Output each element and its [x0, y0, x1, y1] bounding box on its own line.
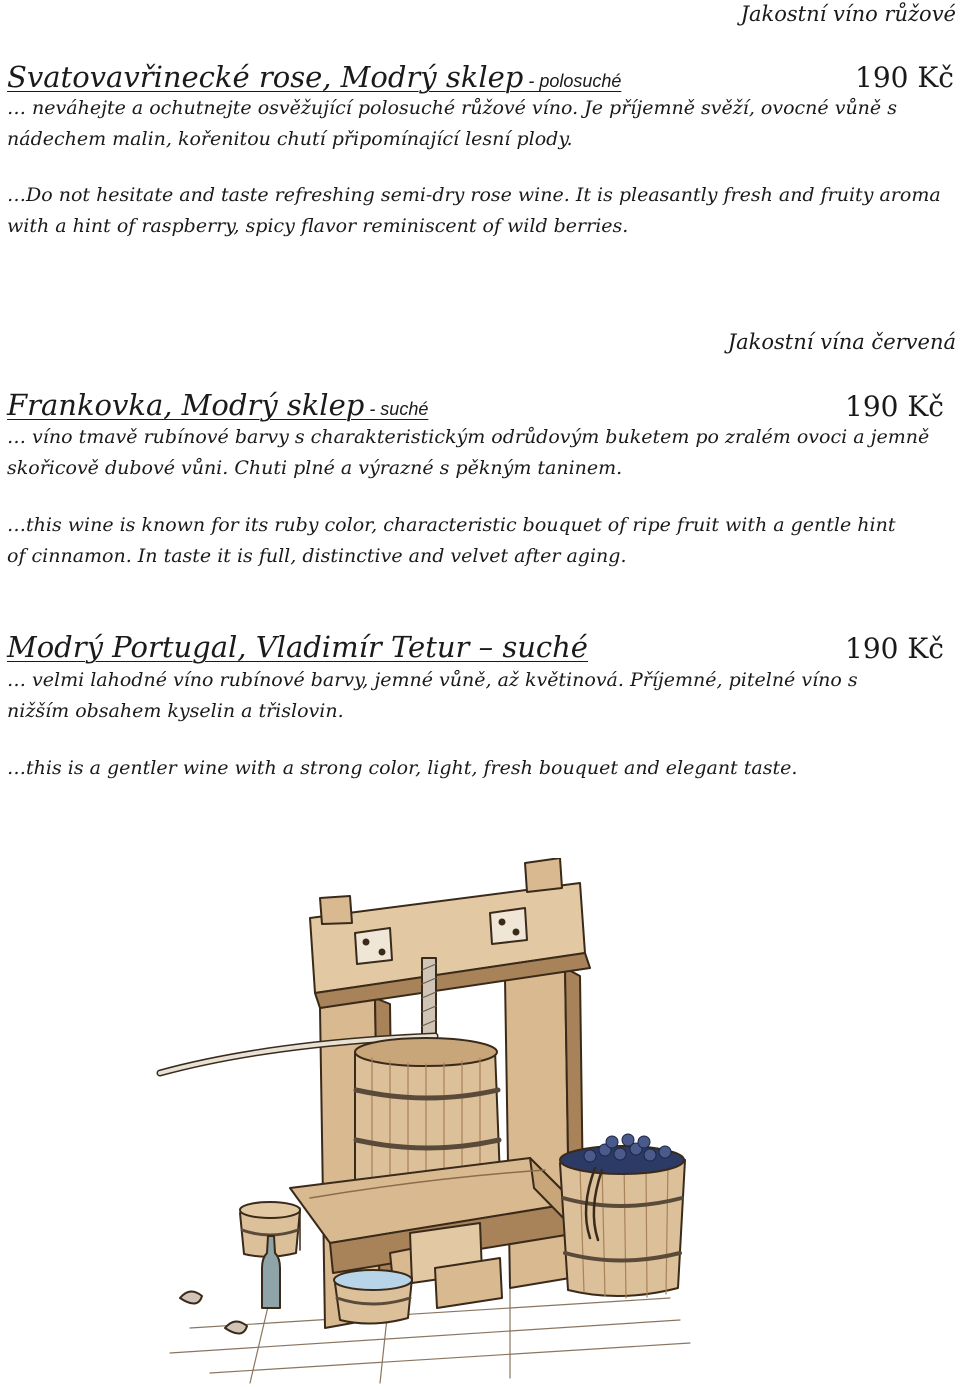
wine-press-illustration	[150, 858, 710, 1386]
wine-description-en: …this is a gentler wine with a strong color, light, fresh bouquet and elegant taste.	[7, 757, 798, 779]
wine-name: Svatovavřinecké rose, Modrý sklep	[7, 60, 524, 94]
wine-price: 190 Kč	[855, 61, 954, 94]
wine-description-cz: … neváhejte a ochutnejte osvěžující polosuché růžové víno. Je příjemně svěží, ovocné vůně s nádechem malin, kořenitou chutí připomínající lesní plody.	[7, 97, 897, 150]
wine-description-cz: … velmi lahodné víno rubínové barvy, jemné vůně, až květinová. Příjemné, pitelné víno s nižším obsahem kyselin a třislovin.	[7, 669, 858, 722]
wine-style: - polosuché	[523, 71, 622, 91]
wine-description-en: …this wine is known for its ruby color, characteristic bouquet of ripe fruit with a gentle hint of cinnamon. In taste it is full, distinctive and velvet after aging.	[7, 514, 896, 567]
category-heading-rose: Jakostní víno růžové	[740, 2, 956, 26]
wine-title-row	[7, 60, 621, 94]
wine-name: Modrý Portugal, Vladimír Tetur – suché	[7, 630, 588, 664]
wine-description-en: …Do not hesitate and taste refreshing semi-dry rose wine. It is pleasantly fresh and fruity aroma with a hint of raspberry, spicy flavor reminiscent of wild berries.	[7, 184, 941, 237]
wine-style: - suché	[364, 399, 429, 419]
wine-description-cz: … víno tmavě rubínové barvy s charakteristickým odrůdovým buketem po zralém ovoci a jemně skořicově dubové vůni. Chuti plné a výrazné s pěkným taninem.	[7, 426, 930, 479]
wine-price: 190 Kč	[845, 632, 944, 665]
wine-title-row	[7, 388, 428, 422]
wine-price: 190 Kč	[845, 390, 944, 423]
wine-name: Frankovka, Modrý sklep	[7, 388, 365, 422]
wine-title-row	[7, 630, 588, 664]
category-heading-red: Jakostní vína červená	[727, 330, 956, 354]
